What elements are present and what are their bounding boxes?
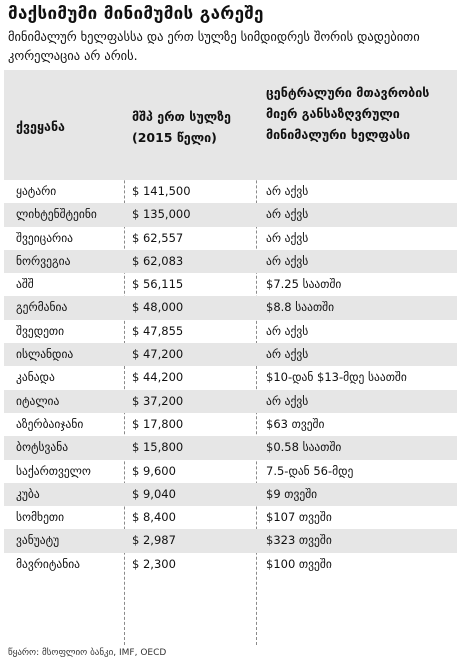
country-cell: კუბა [16,486,40,501]
min-wage-cell: არ აქვს [266,207,309,222]
table-row [4,203,457,226]
table-row [4,460,457,483]
country-cell: ლიხტენშტეინი [16,207,97,222]
table-row [4,390,457,413]
min-wage-cell: არ აქვს [266,230,309,245]
gdp-cell: $ 47,855 [132,323,184,338]
min-wage-cell: $100 თვეში [266,556,332,571]
gdp-cell: $ 141,500 [132,184,191,198]
gdp-cell: $ 48,000 [132,300,184,315]
min-wage-cell: $63 თვეში [266,416,325,431]
gdp-cell: $ 37,200 [132,393,184,408]
source-note: წყარო: მსოფლიო ბანკი, IMF, OECD [8,648,167,658]
min-wage-cell: არ აქვს [266,393,309,408]
gdp-cell: $ 2,300 [132,556,176,571]
data-table [4,70,457,645]
country-cell: აშშ [16,277,34,292]
table-row [4,273,457,296]
country-cell: იტალია [16,393,60,408]
min-wage-cell: $10-დან $13-მდე საათში [266,370,407,385]
gdp-cell: $ 9,040 [132,486,176,501]
table-row [4,483,457,506]
country-cell: ნორვეგია [16,253,71,268]
gdp-cell: $ 62,083 [132,253,184,268]
table-row [4,180,457,203]
table-row [4,506,457,529]
country-cell: გერმანია [16,300,68,315]
country-cell: აზერბაიჯანი [16,416,84,431]
country-cell: ვანუატუ [16,533,60,548]
min-wage-cell: არ აქვს [266,253,309,268]
page-subtitle: მინიმალურ ხელფასსა და ერთ სულზე სიმდიდრეს შორის დადებითი კორელაცია არ არის. [8,29,420,63]
table-row [4,366,457,389]
min-wage-cell: $323 თვეში [266,533,332,548]
gdp-cell: $ 135,000 [132,207,191,222]
min-wage-cell: არ აქვს [266,184,309,198]
table-row [4,250,457,273]
min-wage-cell: $0.58 საათში [266,440,342,455]
gdp-cell: $ 8,400 [132,510,176,525]
country-cell: შვეიცარია [16,230,73,245]
min-wage-cell: $7.25 საათში [266,277,342,292]
country-cell: ყატარი [16,184,57,198]
country-cell: ისლანდია [16,347,74,362]
country-cell: კანადა [16,370,55,385]
min-wage-cell: $9 თვეში [266,486,318,501]
gdp-cell: $ 56,115 [132,277,184,292]
min-wage-cell: არ აქვს [266,323,309,338]
table-row [4,227,457,250]
table-header [4,70,457,180]
min-wage-cell: $107 თვეში [266,510,332,525]
country-cell: საქართველო [16,463,91,478]
country-cell: შვედეთი [16,323,65,338]
table-row [4,343,457,366]
gdp-cell: $ 47,200 [132,347,184,362]
country-cell: მავრიტანია [16,556,81,571]
gdp-cell: $ 15,800 [132,440,184,455]
header-min-wage: ცენტრალური მთავრობის მიერ განსაზღვრული მინიმალური ხელფასი [266,85,430,142]
table-row [4,413,457,436]
country-cell: სომხეთი [16,510,65,525]
gdp-cell: $ 62,557 [132,230,184,245]
table-row [4,436,457,459]
table-body [4,180,457,576]
country-cell: ბოტსვანა [16,440,69,455]
min-wage-cell: 7.5-დან 56-მდე [266,463,354,478]
gdp-cell: $ 2,987 [132,533,176,548]
header-gdp: მშპ ერთ სულზე (2015 წელი) [132,109,231,145]
header-country: ქვეყანა [16,119,65,134]
min-wage-cell: $8.8 საათში [266,300,335,315]
gdp-cell: $ 17,800 [132,416,184,431]
table-row [4,296,457,319]
gdp-cell: $ 9,600 [132,463,176,478]
min-wage-cell: არ აქვს [266,347,309,362]
table-row [4,320,457,343]
table-row [4,553,457,576]
gdp-cell: $ 44,200 [132,370,184,385]
page-title: მაქსიმუმი მინიმუმის გარეშე [8,4,264,24]
table-row [4,529,457,552]
